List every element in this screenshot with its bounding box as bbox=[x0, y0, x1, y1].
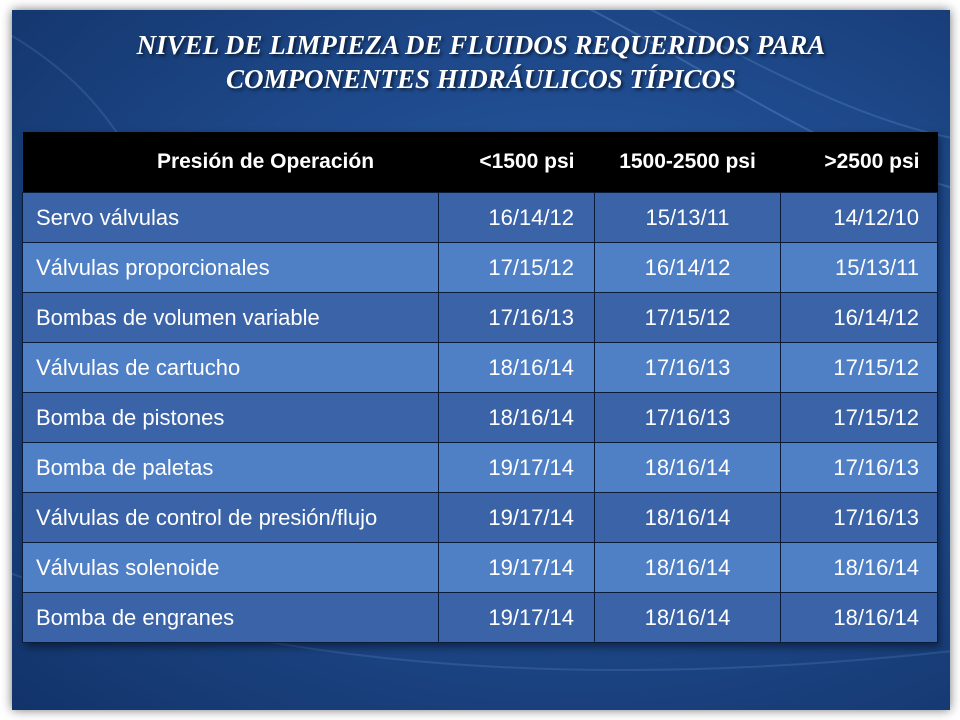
code-1500-2500-cell: 18/16/14 bbox=[595, 493, 781, 543]
code-above-2500-cell: 17/15/12 bbox=[781, 393, 938, 443]
table-row bbox=[23, 543, 938, 593]
column-header-1500-2500-psi: 1500-2500 psi bbox=[595, 132, 781, 193]
code-below-1500-cell: 19/17/14 bbox=[439, 443, 595, 493]
code-1500-2500-cell: 18/16/14 bbox=[595, 593, 781, 643]
code-above-2500-cell: 14/12/10 bbox=[781, 193, 938, 243]
code-below-1500-cell: 18/16/14 bbox=[439, 343, 595, 393]
code-above-2500-cell: 16/14/12 bbox=[781, 293, 938, 343]
component-name-cell: Bombas de volumen variable bbox=[23, 293, 439, 343]
table-row bbox=[23, 393, 938, 443]
component-name-cell: Válvulas de control de presión/flujo bbox=[23, 493, 439, 543]
cleanliness-table bbox=[22, 132, 938, 643]
cleanliness-table-container bbox=[22, 132, 937, 643]
code-below-1500-cell: 19/17/14 bbox=[439, 543, 595, 593]
component-name-cell: Bomba de paletas bbox=[23, 443, 439, 493]
code-below-1500-cell: 17/15/12 bbox=[439, 243, 595, 293]
code-below-1500-cell: 16/14/12 bbox=[439, 193, 595, 243]
slide-title-line-2: COMPONENTES HIDRÁULICOS TÍPICOS bbox=[225, 64, 737, 94]
table-row bbox=[23, 593, 938, 643]
table-row bbox=[23, 243, 938, 293]
table-row bbox=[23, 493, 938, 543]
component-name-cell: Servo válvulas bbox=[23, 193, 439, 243]
code-above-2500-cell: 17/16/13 bbox=[781, 493, 938, 543]
code-1500-2500-cell: 15/13/11 bbox=[595, 193, 781, 243]
component-name-cell: Válvulas solenoide bbox=[23, 543, 439, 593]
table-row bbox=[23, 343, 938, 393]
slide-title-line-1: NIVEL DE LIMPIEZA DE FLUIDOS REQUERIDOS PARA bbox=[136, 30, 826, 60]
code-1500-2500-cell: 17/16/13 bbox=[595, 393, 781, 443]
code-above-2500-cell: 15/13/11 bbox=[781, 243, 938, 293]
slide bbox=[12, 10, 950, 710]
table-row bbox=[23, 293, 938, 343]
column-header-operating-pressure: Presión de Operación bbox=[23, 132, 439, 193]
code-below-1500-cell: 18/16/14 bbox=[439, 393, 595, 443]
table-row bbox=[23, 443, 938, 493]
code-above-2500-cell: 17/16/13 bbox=[781, 443, 938, 493]
code-above-2500-cell: 18/16/14 bbox=[781, 543, 938, 593]
table-header-row bbox=[23, 132, 938, 193]
code-above-2500-cell: 18/16/14 bbox=[781, 593, 938, 643]
code-below-1500-cell: 19/17/14 bbox=[439, 593, 595, 643]
code-below-1500-cell: 17/16/13 bbox=[439, 293, 595, 343]
component-name-cell: Válvulas proporcionales bbox=[23, 243, 439, 293]
code-above-2500-cell: 17/15/12 bbox=[781, 343, 938, 393]
component-name-cell: Bomba de engranes bbox=[23, 593, 439, 643]
table-row bbox=[23, 193, 938, 243]
component-name-cell: Bomba de pistones bbox=[23, 393, 439, 443]
code-1500-2500-cell: 17/16/13 bbox=[595, 343, 781, 393]
code-1500-2500-cell: 18/16/14 bbox=[595, 543, 781, 593]
column-header-above-2500-psi: >2500 psi bbox=[781, 132, 938, 193]
component-name-cell: Válvulas de cartucho bbox=[23, 343, 439, 393]
column-header-below-1500-psi: <1500 psi bbox=[439, 132, 595, 193]
slide-title bbox=[12, 28, 950, 96]
code-1500-2500-cell: 18/16/14 bbox=[595, 443, 781, 493]
code-below-1500-cell: 19/17/14 bbox=[439, 493, 595, 543]
code-1500-2500-cell: 17/15/12 bbox=[595, 293, 781, 343]
code-1500-2500-cell: 16/14/12 bbox=[595, 243, 781, 293]
